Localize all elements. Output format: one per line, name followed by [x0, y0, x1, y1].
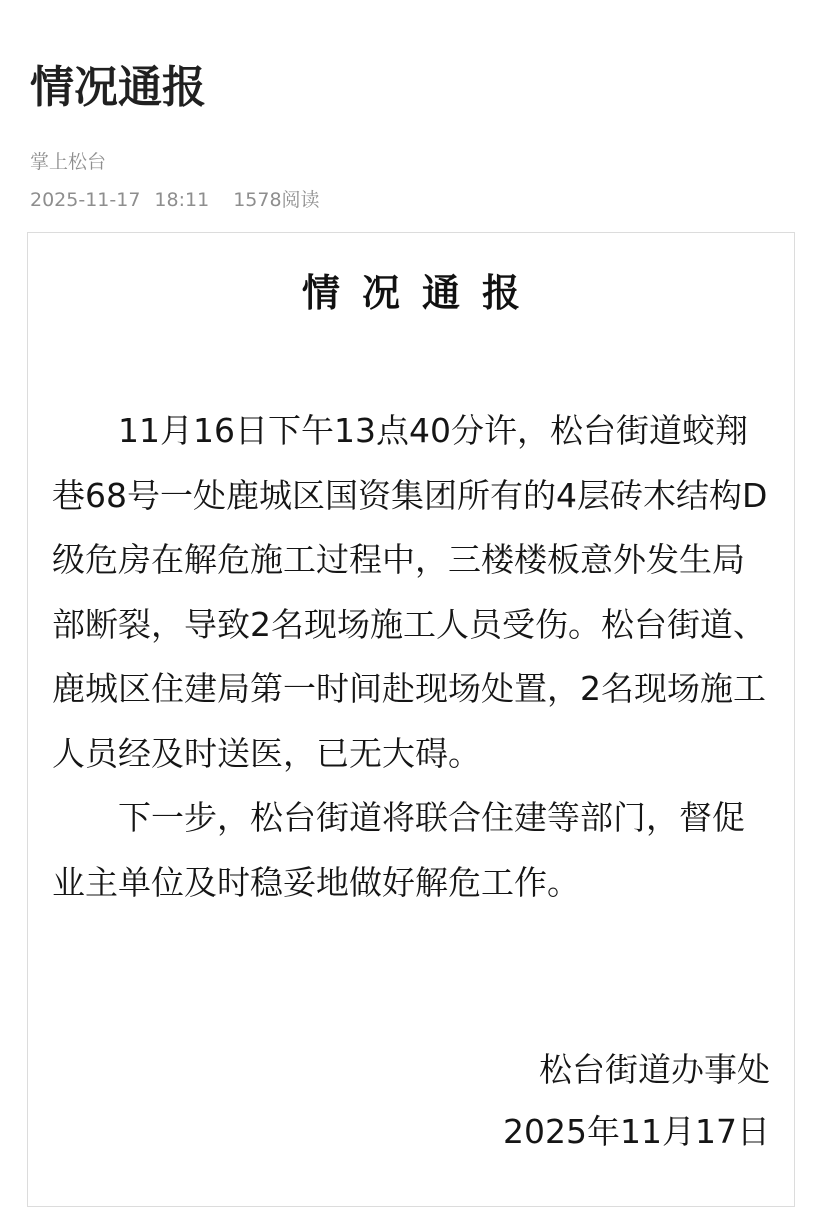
- publish-time: 18:11: [154, 189, 210, 211]
- notice-signature: [503, 1039, 770, 1163]
- publish-date: 2025-11-17: [30, 189, 141, 211]
- notice-title: 情况通报: [301, 271, 542, 315]
- notice-image: [27, 232, 795, 1207]
- read-count: 1578阅读: [233, 189, 320, 211]
- notice-paragraph-1: 11月16日下午13点40分许，松台街道蛟翔巷68号一处鹿城区国资集团所有的4层砖木结构D级危房在解危施工过程中，三楼楼板意外发生局部断裂，导致2名现场施工人员受伤。松台街道、鹿城区住建局第一时间赴现场处置，2名现场施工人员经及时送医，已无大碍。: [52, 411, 768, 773]
- page-title: 情况通报: [30, 62, 206, 113]
- signature-office: 松台街道办事处: [539, 1050, 770, 1089]
- signature-date: 2025年11月17日: [503, 1112, 770, 1151]
- notice-paragraph-2: 下一步，松台街道将联合住建等部门，督促业主单位及时稳妥地做好解危工作。: [52, 798, 745, 902]
- notice-body: [52, 399, 776, 915]
- article-meta: [30, 186, 320, 214]
- article-source[interactable]: 掌上松台: [30, 151, 107, 173]
